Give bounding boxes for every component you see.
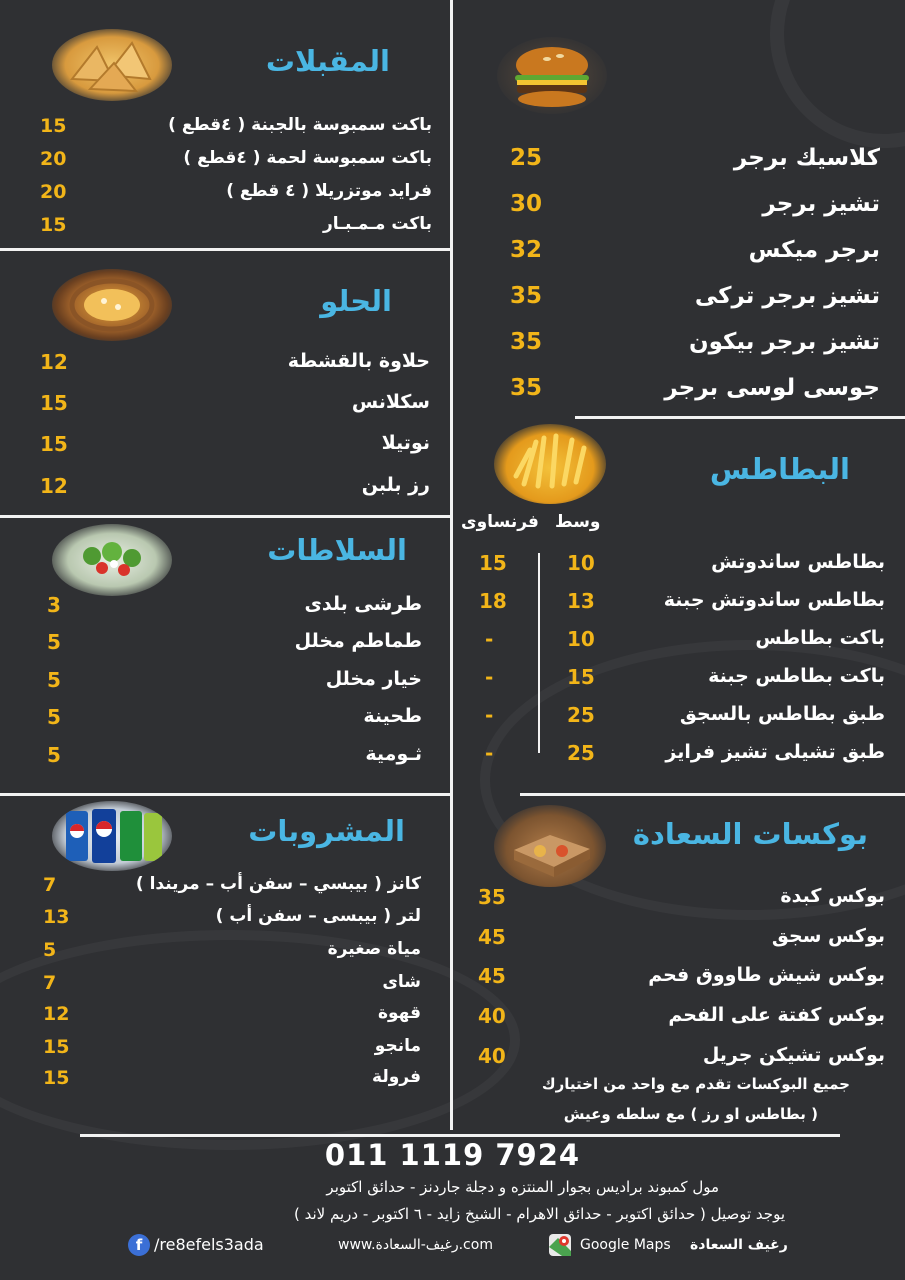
section-divider [0, 248, 450, 251]
list-item [47, 743, 422, 773]
list-item [478, 964, 885, 994]
item-price: 40 [478, 1044, 506, 1068]
item-name: نوتيلا [381, 432, 430, 454]
item-name: باكت بطاطس [755, 627, 885, 649]
burger-photo [497, 37, 607, 114]
item-price: 15 [40, 115, 67, 137]
list-item [478, 885, 885, 915]
list-item [43, 939, 421, 969]
item-price: 12 [43, 1003, 70, 1025]
list-item [43, 906, 421, 936]
item-price-medium: 15 [567, 665, 595, 689]
list-item [47, 593, 422, 623]
item-price: 12 [40, 474, 68, 498]
item-name: بوكس كفتة على الفحم [668, 1004, 885, 1026]
list-item [505, 375, 880, 405]
item-price: 15 [40, 391, 68, 415]
list-item [47, 668, 422, 698]
item-price: 35 [510, 329, 543, 355]
item-price: 35 [510, 283, 543, 309]
list-item [40, 148, 432, 178]
item-price-french: 18 [479, 589, 507, 613]
item-name: خيار مخلل [325, 668, 422, 690]
item-price: 7 [43, 874, 57, 896]
item-name: برجر ميكس [748, 237, 880, 263]
google-maps-place-name: رغيف السعادة [690, 1237, 788, 1253]
item-price: 20 [40, 181, 67, 203]
list-item [478, 1044, 885, 1074]
item-name: طحينة [363, 705, 422, 727]
list-item [475, 551, 885, 581]
item-name: باكت سمبوسة لحمة ( ٤قطع ) [183, 148, 432, 168]
item-name: حلاوة بالقشطة [287, 350, 430, 372]
item-name: طرشى بلدى [304, 593, 422, 615]
item-price-french: - [485, 665, 494, 689]
item-price-french: 15 [479, 551, 507, 575]
item-price: 15 [40, 214, 67, 236]
section-divider [0, 793, 450, 796]
phone-number[interactable]: 011 1119 7924 [324, 1138, 581, 1172]
item-name: رز بلبن [361, 474, 430, 496]
item-price-medium: 25 [567, 703, 595, 727]
item-name: بوكس تشيكن جريل [702, 1044, 885, 1066]
item-price: 40 [478, 1004, 506, 1028]
boxes-title: بوكسات السعادة [632, 817, 868, 851]
item-name: تشيز برجر تركى [694, 283, 880, 309]
boxes-note: ( بطاطس او رز ) مع سلطه وعيش [563, 1105, 818, 1123]
item-name: جوسى لوسى برجر [664, 375, 880, 401]
item-price: 35 [510, 375, 543, 401]
item-price: 15 [43, 1036, 70, 1058]
item-name: كانز ( بيبسي – سفن أب – مريندا ) [135, 874, 421, 894]
item-price-medium: 10 [567, 627, 595, 651]
list-item [43, 1067, 421, 1097]
item-price: 5 [47, 743, 61, 767]
website-link[interactable]: www.رغيف-السعادة.com [338, 1237, 493, 1253]
item-name: باكت بطاطس جبنة [708, 665, 885, 687]
item-name: بطاطس ساندوتش جبنة [663, 589, 885, 611]
item-price: 20 [40, 148, 67, 170]
list-item [43, 972, 421, 1002]
item-name: طبق تشيلى تشيز فرايز [665, 741, 885, 763]
item-name: كلاسيك برجر [733, 145, 880, 171]
drinks-title: المشروبات [248, 814, 405, 848]
item-price: 3 [47, 593, 61, 617]
item-name: باكت مـمـبـار [322, 214, 432, 234]
item-name: بطاطس ساندوتش [711, 551, 885, 573]
facebook-icon[interactable]: f [128, 1234, 150, 1256]
item-name: مانجو [374, 1036, 421, 1056]
item-price: 30 [510, 191, 543, 217]
list-item [505, 283, 880, 313]
item-price: 35 [478, 885, 506, 909]
item-price: 25 [510, 145, 543, 171]
list-item [478, 925, 885, 955]
item-name: تشيز برجر [762, 191, 880, 217]
item-name: سكلانس [351, 391, 430, 413]
item-price: 13 [43, 906, 70, 928]
delivery-text: يوجد توصيل ( حدائق اكتوبر - حدائق الاهرام - الشيخ زايد - ٦ اكتوبر - دريم لاند ) [294, 1205, 785, 1223]
list-item [43, 1036, 421, 1066]
column-header-medium: وسط [555, 512, 601, 532]
column-header-french: فرنساوى [461, 512, 539, 532]
footer-divider [80, 1134, 840, 1137]
item-name: طماطم مخلل [294, 630, 422, 652]
list-item [505, 329, 880, 359]
item-price: 5 [47, 630, 61, 654]
google-maps-label[interactable]: Google Maps [580, 1237, 671, 1253]
list-item [475, 589, 885, 619]
section-divider [520, 793, 905, 796]
facebook-link[interactable]: /re8efels3ada [154, 1235, 264, 1254]
item-name: بوكس شيش طاووق فحم [648, 964, 885, 986]
item-price-french: - [485, 741, 494, 765]
item-price-french: - [485, 627, 494, 651]
samosa-photo [52, 29, 172, 101]
item-name: ثـومية [365, 743, 422, 765]
item-price: 15 [40, 432, 68, 456]
section-divider [575, 416, 905, 419]
item-price-medium: 25 [567, 741, 595, 765]
item-name: شاى [382, 972, 421, 992]
dessert-photo [52, 269, 172, 341]
google-maps-icon[interactable] [548, 1233, 572, 1257]
list-item [505, 237, 880, 267]
item-name: تشيز برجر بيكون [688, 329, 880, 355]
list-item [505, 191, 880, 221]
item-name: فرايد موتزريلا ( ٤ قطع ) [226, 181, 432, 201]
list-item [40, 432, 430, 462]
appetizers-title: المقبلات [265, 44, 390, 78]
item-price-medium: 10 [567, 551, 595, 575]
dessert-title: الحلو [320, 284, 392, 318]
list-item [43, 1003, 421, 1033]
address-text: مول كمبوند براديس بجوار المنتزه و دجلة جاردنز - حدائق اكتوبر [326, 1178, 719, 1196]
list-item [40, 350, 430, 380]
item-price-french: - [485, 703, 494, 727]
list-item [40, 115, 432, 145]
list-item [40, 391, 430, 421]
list-item [47, 705, 422, 735]
item-name: مياة صغيرة [327, 939, 421, 959]
boxes-note: جميع البوكسات تقدم مع واحد من اختيارك [541, 1075, 850, 1093]
item-name: باكت سمبوسة بالجبنة ( ٤قطع ) [168, 115, 432, 135]
list-item [47, 630, 422, 660]
salad-photo [52, 524, 172, 596]
item-name: فرولة [372, 1067, 421, 1087]
item-price: 45 [478, 925, 506, 949]
potatoes-title: البطاطس [709, 452, 850, 486]
item-price: 12 [40, 350, 68, 374]
item-name: طبق بطاطس بالسجق [679, 703, 885, 725]
item-price: 32 [510, 237, 543, 263]
item-price: 45 [478, 964, 506, 988]
list-item [475, 627, 885, 657]
drinks-photo [52, 801, 172, 871]
item-price: 5 [47, 668, 61, 692]
fries-photo [494, 424, 606, 504]
list-item [40, 474, 430, 504]
list-item [43, 874, 421, 904]
item-price: 15 [43, 1067, 70, 1089]
item-name: قهوة [377, 1003, 421, 1023]
list-item [475, 665, 885, 695]
list-item [505, 145, 880, 175]
list-item [40, 214, 432, 244]
food-box-photo [494, 805, 606, 887]
item-name: بوكس سجق [771, 925, 885, 947]
list-item [475, 741, 885, 771]
column-divider [450, 0, 453, 1130]
item-price: 5 [47, 705, 61, 729]
section-divider [0, 515, 450, 518]
item-price: 5 [43, 939, 57, 961]
list-item [478, 1004, 885, 1034]
salads-title: السلاطات [267, 533, 407, 567]
item-name: بوكس كبدة [780, 885, 885, 907]
item-price: 7 [43, 972, 57, 994]
list-item [475, 703, 885, 733]
item-price-medium: 13 [567, 589, 595, 613]
background-decoration [770, 0, 905, 148]
item-name: لتر ( بيبسى – سفن أب ) [215, 906, 421, 926]
list-item [40, 181, 432, 211]
